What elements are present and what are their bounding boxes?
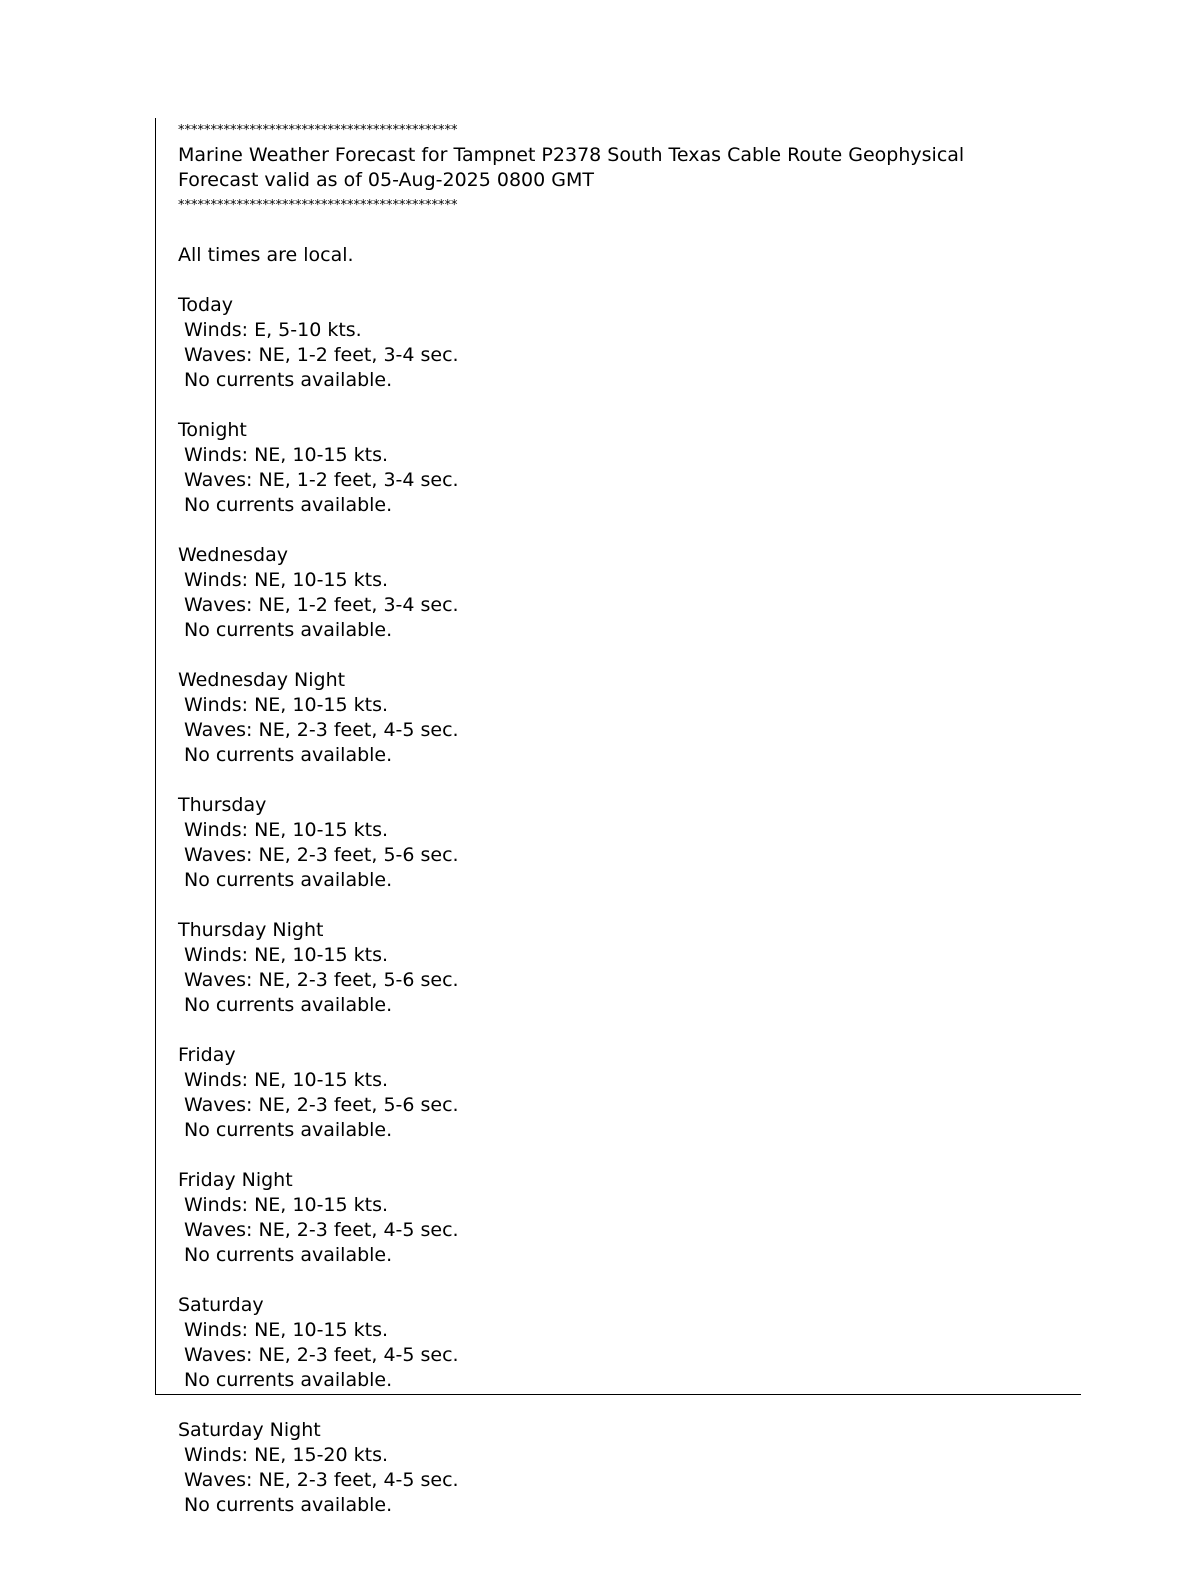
period-currents: No currents available. bbox=[184, 744, 393, 766]
period-name: Tonight bbox=[178, 419, 247, 441]
spacer bbox=[178, 218, 1078, 243]
period-winds: Winds: NE, 15-20 kts. bbox=[184, 1444, 389, 1466]
period-waves: Waves: NE, 2-3 feet, 4-5 sec. bbox=[184, 719, 459, 741]
period-block bbox=[178, 1393, 1078, 1518]
period-name: Friday bbox=[178, 1044, 236, 1066]
period-waves: Waves: NE, 1-2 feet, 3-4 sec. bbox=[184, 469, 459, 491]
header-stars-bottom: ******************************************* bbox=[178, 198, 458, 213]
period-block bbox=[178, 1143, 1078, 1268]
period-waves: Waves: NE, 2-3 feet, 4-5 sec. bbox=[184, 1344, 459, 1366]
period-block bbox=[178, 268, 1078, 393]
period-block bbox=[178, 1268, 1078, 1393]
period-name: Today bbox=[178, 294, 233, 316]
header-stars-top: ******************************************* bbox=[178, 123, 458, 138]
forecast-title: Marine Weather Forecast for Tampnet P2378 South Texas Cable Route Geophysical bbox=[178, 144, 965, 166]
period-currents: No currents available. bbox=[184, 1244, 393, 1266]
period-winds: Winds: NE, 10-15 kts. bbox=[184, 694, 389, 716]
period-currents: No currents available. bbox=[184, 619, 393, 641]
period-name: Wednesday Night bbox=[178, 669, 346, 691]
period-name: Saturday Night bbox=[178, 1419, 321, 1441]
period-block bbox=[178, 643, 1078, 768]
period-winds: Winds: NE, 10-15 kts. bbox=[184, 1319, 389, 1341]
period-winds: Winds: E, 5-10 kts. bbox=[184, 319, 362, 341]
period-block bbox=[178, 393, 1078, 518]
period-name: Wednesday bbox=[178, 544, 289, 566]
period-waves: Waves: NE, 1-2 feet, 3-4 sec. bbox=[184, 594, 459, 616]
period-waves: Waves: NE, 2-3 feet, 4-5 sec. bbox=[184, 1219, 459, 1241]
period-winds: Winds: NE, 10-15 kts. bbox=[184, 944, 389, 966]
period-waves: Waves: NE, 2-3 feet, 4-5 sec. bbox=[184, 1469, 459, 1491]
period-winds: Winds: NE, 10-15 kts. bbox=[184, 1194, 389, 1216]
period-name: Thursday bbox=[178, 794, 267, 816]
forecast-document bbox=[178, 118, 1078, 1518]
period-currents: No currents available. bbox=[184, 994, 393, 1016]
period-currents: No currents available. bbox=[184, 1494, 393, 1516]
period-block bbox=[178, 518, 1078, 643]
period-name: Thursday Night bbox=[178, 919, 324, 941]
period-winds: Winds: NE, 10-15 kts. bbox=[184, 569, 389, 591]
period-winds: Winds: NE, 10-15 kts. bbox=[184, 444, 389, 466]
time-note: All times are local. bbox=[178, 244, 354, 266]
period-waves: Waves: NE, 2-3 feet, 5-6 sec. bbox=[184, 844, 459, 866]
period-name: Friday Night bbox=[178, 1169, 293, 1191]
period-waves: Waves: NE, 2-3 feet, 5-6 sec. bbox=[184, 1094, 459, 1116]
period-name: Saturday bbox=[178, 1294, 264, 1316]
forecast-valid-time: Forecast valid as of 05-Aug-2025 0800 GMT bbox=[178, 169, 594, 191]
period-winds: Winds: NE, 10-15 kts. bbox=[184, 819, 389, 841]
period-currents: No currents available. bbox=[184, 1369, 393, 1391]
period-block bbox=[178, 893, 1078, 1018]
period-waves: Waves: NE, 2-3 feet, 5-6 sec. bbox=[184, 969, 459, 991]
period-currents: No currents available. bbox=[184, 1119, 393, 1141]
period-block bbox=[178, 768, 1078, 893]
period-currents: No currents available. bbox=[184, 369, 393, 391]
period-waves: Waves: NE, 1-2 feet, 3-4 sec. bbox=[184, 344, 459, 366]
period-currents: No currents available. bbox=[184, 494, 393, 516]
period-winds: Winds: NE, 10-15 kts. bbox=[184, 1069, 389, 1091]
period-currents: No currents available. bbox=[184, 869, 393, 891]
period-block bbox=[178, 1018, 1078, 1143]
